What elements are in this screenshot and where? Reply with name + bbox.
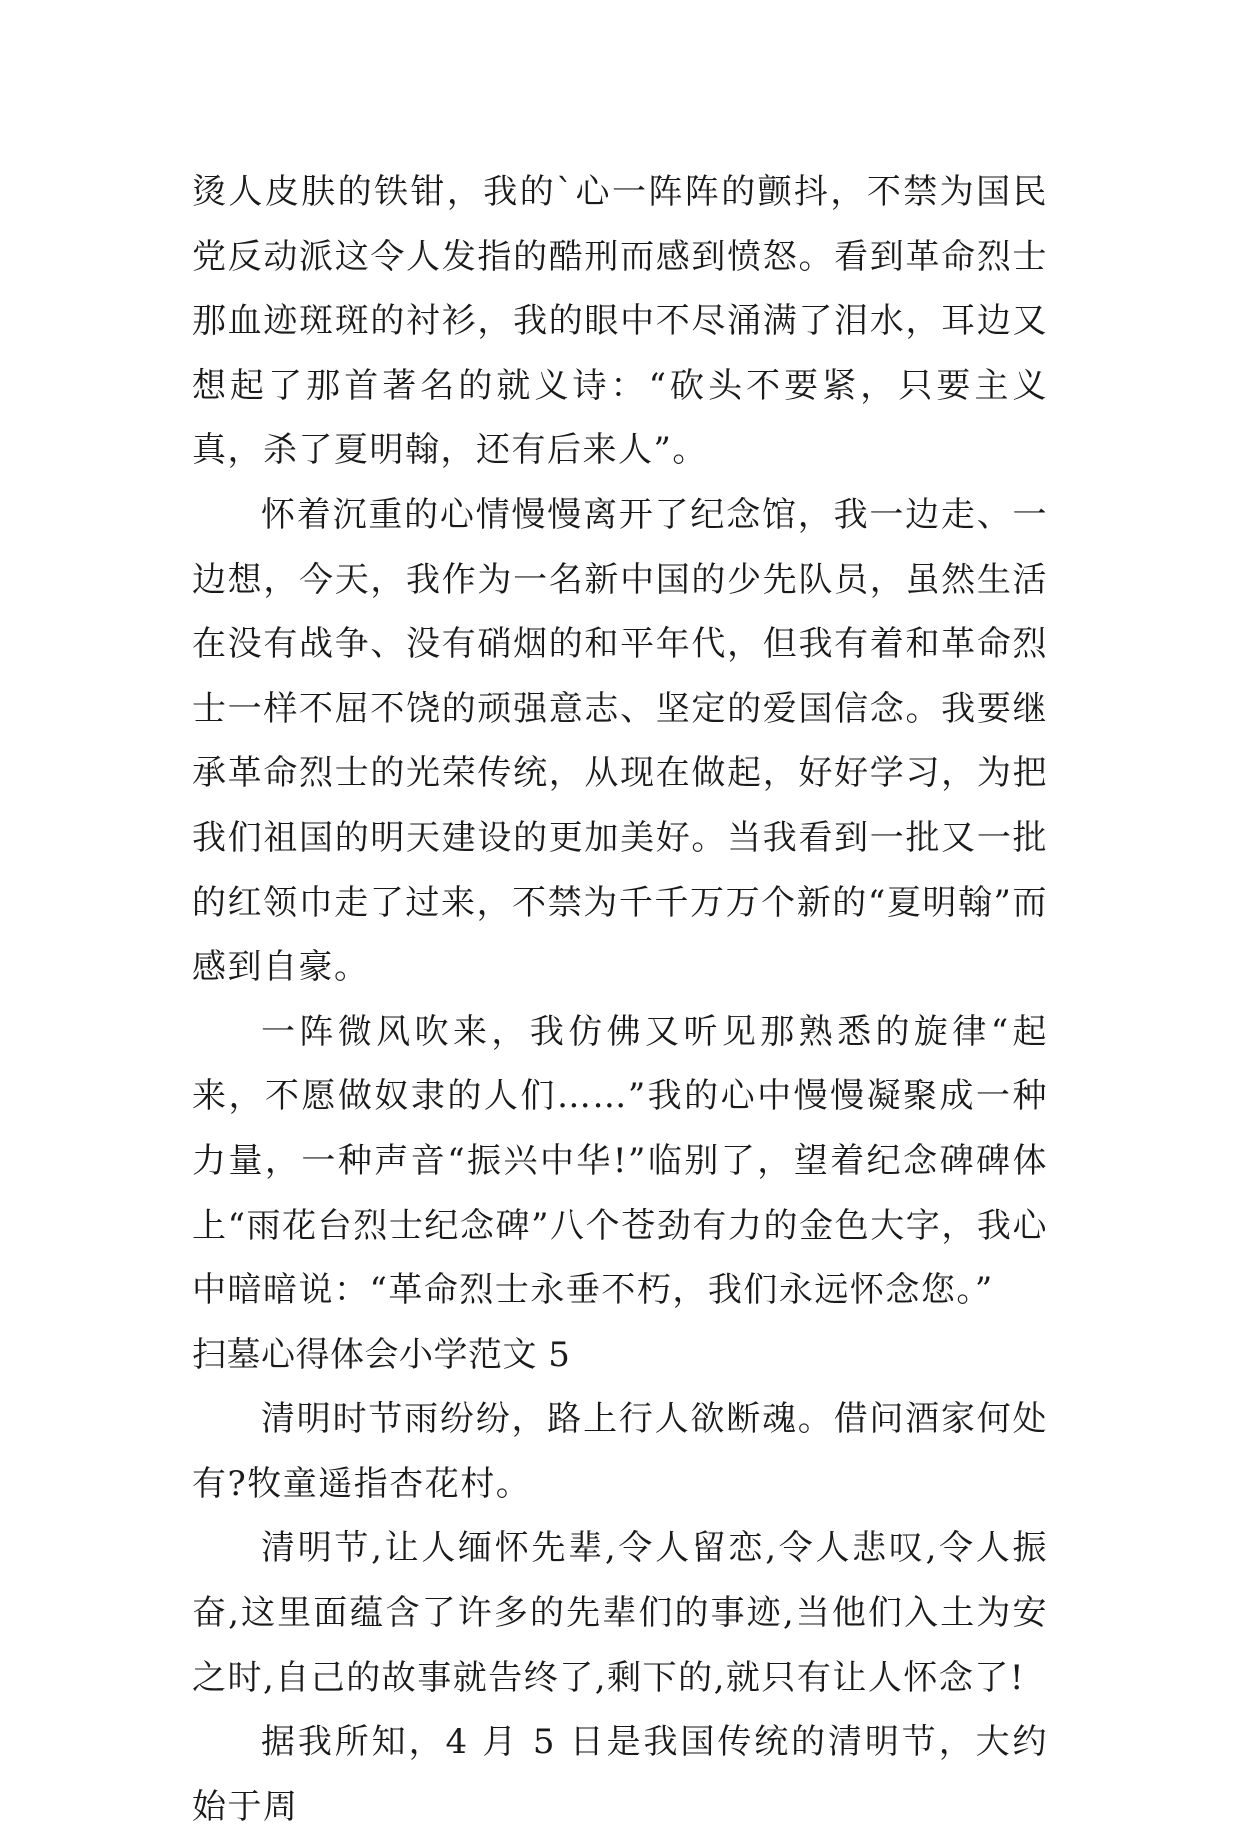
document-page (192, 160, 1048, 1839)
paragraph-6: 据我所知，4 月 5 日是我国传统的清明节，大约始于周 (192, 1722, 1048, 1827)
paragraph-5: 清明节,让人缅怀先辈,令人留恋,令人悲叹,令人振奋,这里面蕴含了许多的先辈们的事迹,当他们入土为安之时,自己的故事就告终了,剩下的,就只有让人怀念了! (192, 1528, 1048, 1698)
paragraph-3: 一阵微风吹来，我仿佛又听见那熟悉的旋律“起来，不愿做奴隶的人们……”我的心中慢慢凝聚成一种力量，一种声音“振兴中华!”临别了，望着纪念碑碑体上“雨花台烈士纪念碑”八个苍劲有力的金色大字，我心中暗暗说：“革命烈士永垂不朽，我们永远怀念您。” (192, 1011, 1048, 1311)
paragraph-4: 清明时节雨纷纷，路上行人欲断魂。借问酒家何处有?牧童遥指杏花村。 (192, 1399, 1048, 1504)
paragraph-1: 烫人皮肤的铁钳，我的`心一阵阵的颤抖，不禁为国民党反动派这令人发指的酷刑而感到愤怒。看到革命烈士那血迹斑斑的衬衫，我的眼中不尽涌满了泪水，耳边又想起了那首著名的就义诗：“砍头不要紧，只要主义真，杀了夏明翰，还有后来人”。 (192, 172, 1048, 471)
section-heading: 扫墓心得体会小学范文 5 (192, 1334, 571, 1375)
paragraph-2: 怀着沉重的心情慢慢离开了纪念馆，我一边走、一边想，今天，我作为一名新中国的少先队员，虽然生活在没有战争、没有硝烟的和平年代，但我有着和革命烈士一样不屈不饶的顽强意志、坚定的爱国信念。我要继承革命烈士的光荣传统，从现在做起，好好学习，为把我们祖国的明天建设的更加美好。当我看到一批又一批的红领巾走了过来，不禁为千千万万个新的“夏明翰”而感到自豪。 (192, 494, 1048, 988)
